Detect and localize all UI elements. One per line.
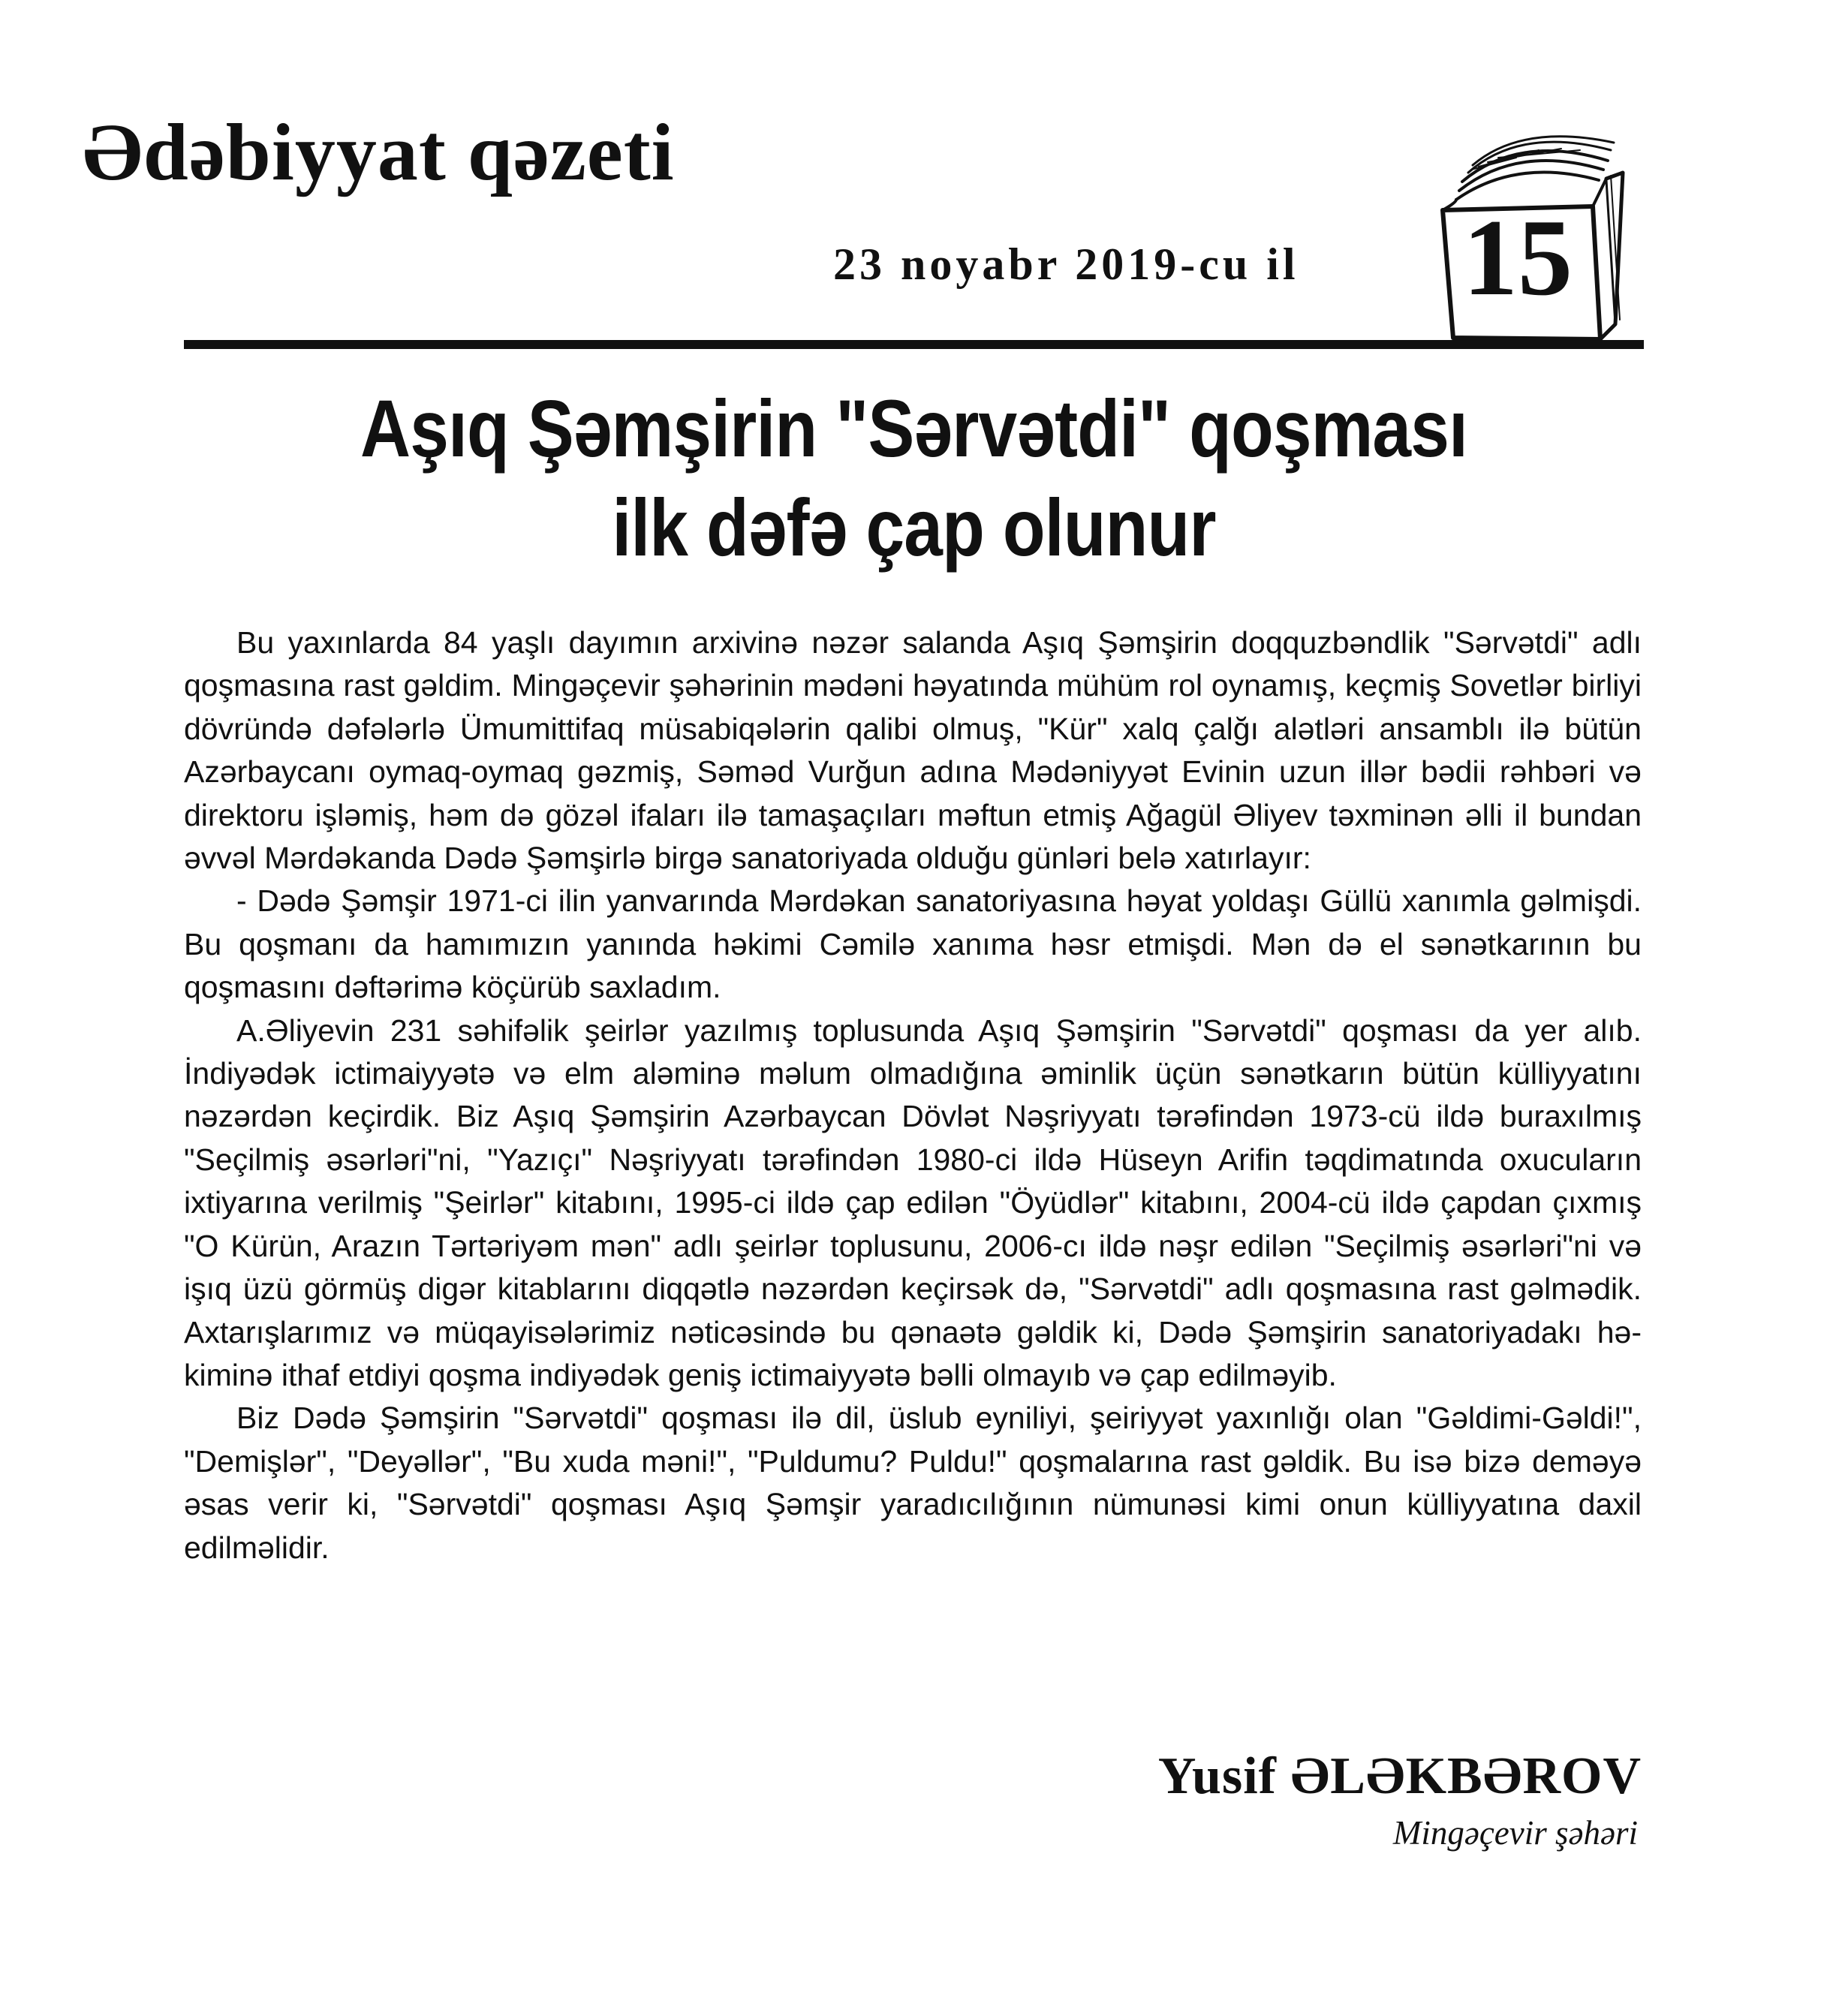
article-paragraph: Bu yaxınlarda 84 yaşlı dayımın arxivinə nəzər salanda Aşıq Şəmşirin doqquzbəndlik "Sərvətdi" adlı qoşmasına rast gəldim. Mingəçevir şəhərinin mədəni həyatında mühüm rol oynamış, keçmiş Sovetlər birliyi dövründə dəfələrlə Ümumittifaq müsabiqələrin qalibi olmuş, "Kür" xalq çalğı alətləri ansamblı ilə bütün Azərbaycanı oymaq-oymaq gəzmiş, Səməd Vurğun adına Mədəniyyət Evinin uzun illər bədii rəhbəri və direktoru işləmiş, həm də gözəl ifaları ilə tamaşaçıları məftun etmiş Ağagül Əliyev təxminən əlli il bundan əvvəl Mərdəkanda Dədə Şəmşirlə birgə sanatoriyada olduğu günləri belə xatırlayır: [184,625,1642,876]
header-divider [184,340,1644,349]
newspaper-title: Ədəbiyyat qəzeti [83,108,675,197]
author-location: Mingəçevir şəhəri [1392,1814,1638,1852]
article-paragraph: - Dədə Şəmşir 1971-ci ilin yanvarında Mərdəkan sanatoriyasına həyat yoldaşı Güllü xanımla gəlmişdi. Bu qoşmanı da hamımızın yanında həkimi Cəmilə xanıma həsr etmişdi. Mən də el sənətkarının bu qoşmasını dəftərimə köçürüb saxladım. [184,883,1642,1005]
headline-line-2: ilk dəfə çap olunur [612,482,1216,573]
issue-date: 23 noyabr 2019-cu il [833,239,1299,289]
page-number: 15 [1463,197,1573,318]
article-paragraph: Biz Dədə Şəmşirin "Sərvətdi" qoşması ilə dil, üslub eyniliyi, şeiriyyət yaxınlığı olan "Gəldimi-Gəldi!", "Demişlər", "Deyəllər", "Bu xuda məni!", "Puldumu? Puldu!" qoşmalarına rast gəldik. Bu isə bizə deməyə əsas verir ki, "Sərvətdi" qoşması Aşıq Şəmşir yaradıcılığının nümunəsi kimi onun külliyyatına daxil edilməlidir. [184,1401,1642,1565]
article-headline [286,379,1542,577]
article-body [184,621,1642,1569]
article-paragraph: A.Əliyevin 231 səhifəlik şeirlər yazılmış toplusunda Aşıq Şəmşirin "Sərvətdi" qoşması da yer alıb. İndiyədək ictimaiyyətə və elm aləminə məlum olmadığına əminlik üçün sənətkarın bütün külliyyatını nəzərdən keçirdik. Biz Aşıq Şəmşirin Azərbaycan Dövlət Nəşriyyatı tərəfindən 1973-cü ildə buraxılmış "Seçilmiş əsərləri"ni, "Yazıçı" Nəşriyyatı tərəfindən 1980-ci ildə Hüseyn Arifin təqdimatında oxucuların ixtiyarına verilmiş "Şeirlər" kitabını, 1995-ci ildə çap edilən "Öyüdlər" kitabını, 2004-cü ildə çapdan çıxmış "O Kürün, Arazın Tərtəriyəm mən" adlı şeirlər toplusunu, 2006-cı ildə nəşr edilən "Seçilmiş əsərləri"ni və işıq üzü görmüş digər kitablarını diqqətlə nəzərdən keçirsək də, "Sərvətdi" adlı qoşmasına rast gəlmədik. Axtarışlarımız və müqayisələrimiz nəticəsində bu qənaətə gəldik ki, Dədə Şəmşirin sanatoriyadakı həkiminə ithaf etdiyi qoşma indiyədək geniş ictimaiyyətə bəlli olmayıb və çap edilməyib. [184,1013,1642,1392]
page-number-badge [1426,128,1633,342]
headline-line-1: Aşıq Şəmşirin "Sərvətdi" qoşması [360,383,1467,474]
author-name: Yusif ƏLƏKBƏROV [1157,1747,1642,1805]
